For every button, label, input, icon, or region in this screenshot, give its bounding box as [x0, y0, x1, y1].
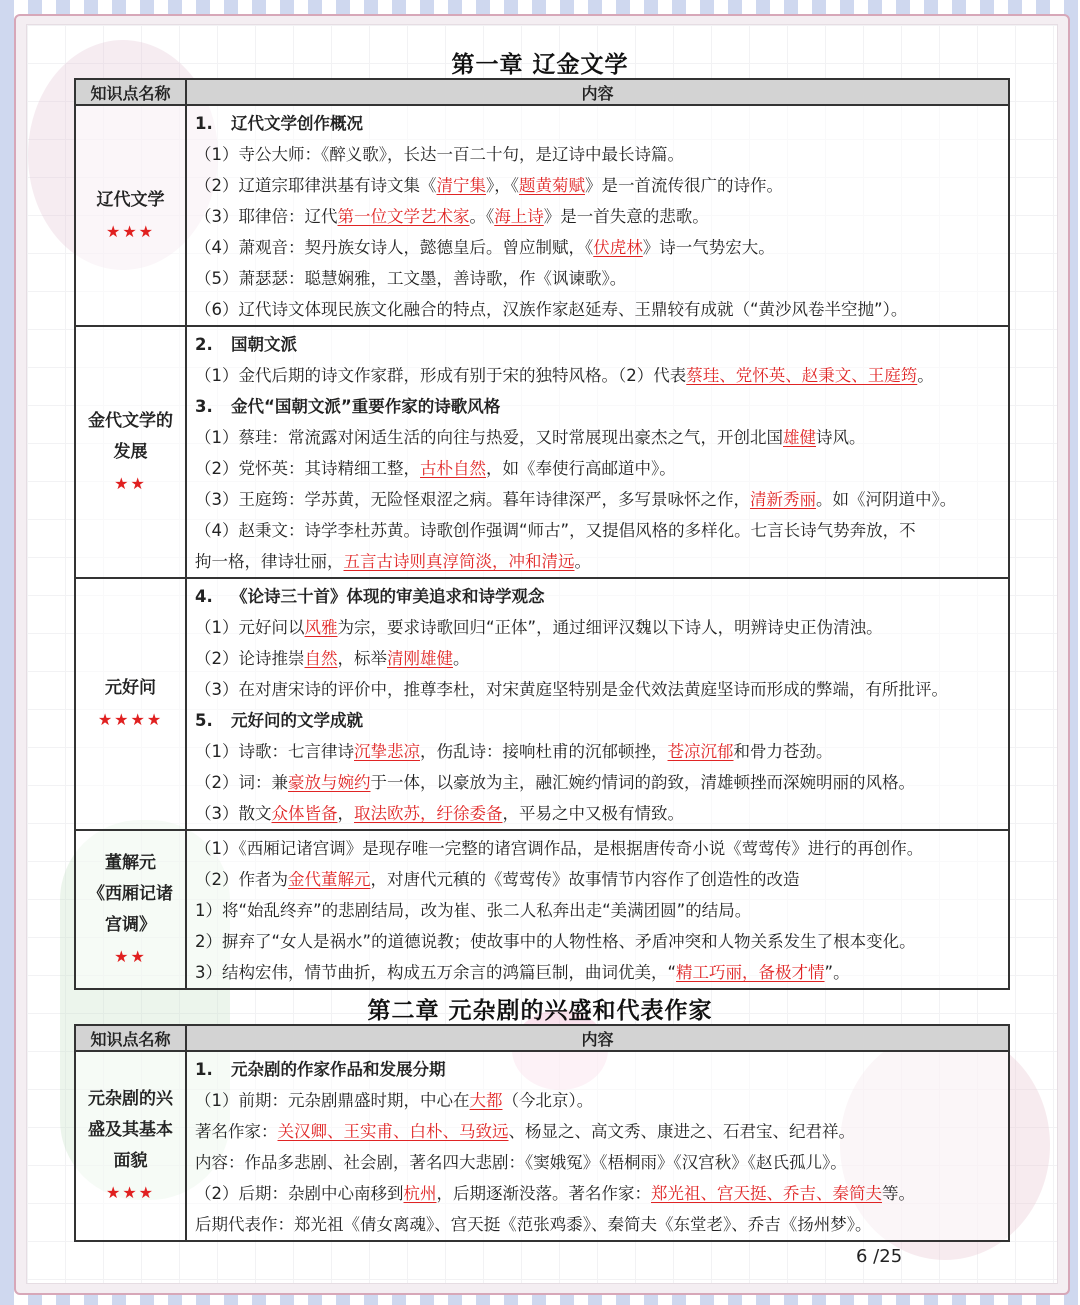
- knowledge-point-name: 盛及其基本: [88, 1120, 173, 1140]
- highlight-term: 五言古诗则真淳简淡，冲和清远: [343, 552, 575, 571]
- content-lines: [187, 327, 1008, 577]
- text-segment: ，标举: [337, 649, 387, 668]
- text-segment: ，如《奉使行高邮道中》。: [486, 459, 676, 478]
- highlight-term: 风雅: [304, 618, 338, 637]
- highlight-term: 苍凉沉郁: [667, 742, 734, 761]
- text-segment: （1）《西厢记诸宫调》是现存唯一完整的诸宫调作品，是根据唐传奇小说《莺莺传》进行的再创作。: [195, 839, 924, 858]
- text-segment: 元好问的文学成就: [231, 711, 363, 730]
- table-row: [75, 105, 1009, 326]
- chapter-2-title: 第二章 元杂剧的兴盛和代表作家: [367, 998, 713, 1024]
- text-segment: 拘一格，律诗壮丽，: [195, 552, 344, 571]
- highlight-term: 题黄菊赋: [519, 176, 585, 195]
- knowledge-point-name: 发展: [113, 441, 148, 462]
- content-line: [195, 484, 1002, 515]
- highlight-term: 第一位文学艺术家: [337, 207, 470, 226]
- content-line: [195, 232, 1002, 263]
- content-lines: [187, 579, 1008, 829]
- table-row: [75, 1051, 1009, 1241]
- content-line: [195, 767, 1002, 798]
- section-heading: [195, 108, 1002, 139]
- importance-stars: ★★: [114, 946, 147, 966]
- content-lines: [187, 1052, 1008, 1240]
- highlight-term: 海上诗: [494, 207, 544, 226]
- text-segment: 诗风。: [816, 428, 866, 447]
- text-segment: 国朝文派: [231, 335, 297, 354]
- text-segment: （1）蔡珪：常流露对闲适生活的向往与热爱，又时常展现出豪杰之气，开创北国: [195, 428, 783, 447]
- section-heading: [195, 391, 1002, 422]
- content-line: [195, 515, 1002, 546]
- content-line: [195, 926, 1002, 957]
- content-line: [195, 1209, 1002, 1240]
- content-line: [195, 864, 1002, 895]
- content-line: [195, 453, 1002, 484]
- text-segment: （6）辽代诗文体现民族文化融合的特点，汉族作家赵延寿、王鼎较有成就（“黄沙风卷半空抛”）。: [195, 300, 908, 319]
- knowledge-point-name: 面貌: [113, 1151, 148, 1171]
- content-cell: [186, 830, 1009, 989]
- text-segment: （3）散文: [195, 804, 272, 823]
- highlight-term: 取法欧苏，纡徐委备: [354, 804, 503, 823]
- knowledge-point-name: 元好问: [105, 678, 156, 698]
- text-segment: 2）摒弃了“女人是祸水”的道德说教；使故事中的人物性格、矛盾冲突和人物关系发生了根本变化。: [195, 932, 916, 951]
- text-segment: 。: [453, 649, 470, 668]
- text-segment: 后期代表作：郑光祖《倩女离魂》、宫天挺《范张鸡黍》、秦简夫《东堂老》、乔吉《扬州梦》。: [195, 1215, 872, 1234]
- content-line: [195, 1147, 1002, 1178]
- section-number: 3.: [195, 397, 213, 416]
- content-line: [195, 798, 1002, 829]
- text-segment: 。《: [469, 207, 495, 226]
- text-segment: 和骨力苍劲。: [733, 742, 833, 761]
- text-segment: 金代“国朝文派”重要作家的诗歌风格: [231, 397, 501, 416]
- content-line: [195, 546, 1002, 577]
- highlight-term: 金代董解元: [288, 870, 371, 889]
- column-header-name: 知识点名称: [75, 79, 186, 105]
- section-heading: [195, 581, 1002, 612]
- text-segment: 1）将“始乱终弃”的悲剧结局，改为崔、张二人私奔出走“美满团圆”的结局。: [195, 901, 752, 920]
- knowledge-point-cell: [75, 1051, 186, 1241]
- highlight-term: 蔡珪、党怀英、赵秉文、王庭筠: [686, 366, 918, 385]
- content-line: [195, 139, 1002, 170]
- highlight-term: 大都: [469, 1091, 503, 1110]
- content-cell: [186, 105, 1009, 326]
- content-line: [195, 170, 1002, 201]
- text-segment: （4）萧观音：契丹族女诗人，懿德皇后。曾应制赋，《: [195, 238, 594, 257]
- importance-stars: ★★: [114, 473, 147, 493]
- content-cell: [186, 326, 1009, 578]
- text-segment: ，伤乱诗：接响杜甫的沉郁顿挫，: [420, 742, 668, 761]
- text-segment: ，后期逐渐没落。著名作家：: [436, 1184, 651, 1203]
- section-number: 2.: [195, 335, 213, 354]
- content-line: [195, 1085, 1002, 1116]
- table-row: [75, 326, 1009, 578]
- knowledge-point-name: 董解元: [105, 852, 156, 873]
- text-segment: ，对唐代元稹的《莺莺传》故事情节内容作了创造性的改造: [370, 870, 800, 889]
- text-segment: 为宗，要求诗歌回归“正体”，通过细评汉魏以下诗人，明辨诗史正伪清浊。: [337, 618, 883, 637]
- text-segment: （3）王庭筠：学苏黄，无险怪艰涩之病。暮年诗律深严，多写景咏怀之作，: [195, 490, 750, 509]
- chapter-2-table: [74, 1024, 1010, 1242]
- highlight-term: 杭州: [403, 1184, 437, 1203]
- text-segment: 》，《: [486, 176, 519, 195]
- content-line: [195, 612, 1002, 643]
- knowledge-point-cell: [75, 578, 186, 830]
- text-segment: （1）寺公大师：《醉义歌》，长达一百二十句，是辽诗中最长诗篇。: [195, 145, 684, 164]
- text-segment: 。: [917, 366, 934, 385]
- highlight-term: 众体皆备: [271, 804, 338, 823]
- content-cell: [186, 578, 1009, 830]
- content-line: [195, 833, 1002, 864]
- content-line: [195, 201, 1002, 232]
- content-line: [195, 422, 1002, 453]
- content-line: [195, 736, 1002, 767]
- text-segment: 辽代文学创作概况: [231, 114, 363, 133]
- text-segment: （今北京）。: [502, 1091, 594, 1110]
- text-segment: （1）诗歌：七言律诗: [195, 742, 354, 761]
- text-segment: （1）前期：元杂剧鼎盛时期，中心在: [195, 1091, 470, 1110]
- table-row: [75, 578, 1009, 830]
- text-segment: （2）党怀英：其诗精细工整，: [195, 459, 420, 478]
- knowledge-point-name: 元杂剧的兴: [88, 1089, 173, 1109]
- text-segment: （5）萧瑟瑟：聪慧娴雅，工文墨，善诗歌，作《讽谏歌》。: [195, 269, 627, 288]
- highlight-term: 伏虎林: [593, 238, 643, 257]
- content-line: [195, 895, 1002, 926]
- text-segment: 》是一首失意的悲歌。: [543, 207, 709, 226]
- chapter-1-title: 第一章 辽金文学: [451, 52, 629, 78]
- content-line: [195, 263, 1002, 294]
- text-segment: ，: [337, 804, 354, 823]
- text-segment: （4）赵秉文：诗学李杜苏黄。诗歌创作强调“师古”，又提倡风格的多样化。七言长诗气势奔放，不: [195, 521, 916, 540]
- column-header-name: 知识点名称: [75, 1025, 186, 1051]
- text-segment: 。: [574, 552, 591, 571]
- section-number: 4.: [195, 587, 213, 606]
- highlight-term: 雄健: [783, 428, 816, 447]
- knowledge-point-name: 辽代文学: [96, 189, 165, 210]
- text-segment: （2）后期：杂剧中心南移到: [195, 1184, 404, 1203]
- highlight-term: 沉挚悲凉: [354, 742, 420, 761]
- content-line: [195, 360, 1002, 391]
- text-segment: 》是一首流传很广的诗作。: [585, 176, 783, 195]
- column-header-content: 内容: [186, 1025, 1009, 1051]
- content-line: [195, 1178, 1002, 1209]
- text-segment: 3）结构宏伟，情节曲折，构成五万余言的鸿篇巨制，曲词优美，“: [195, 963, 677, 982]
- content-line: [195, 957, 1002, 988]
- text-segment: （3）耶律倍：辽代: [195, 207, 338, 226]
- section-heading: [195, 705, 1002, 736]
- section-number: 5.: [195, 711, 213, 730]
- knowledge-point-cell: [75, 830, 186, 989]
- text-segment: 著名作家：: [195, 1122, 278, 1141]
- text-segment: 。如《河阴道中》。: [816, 490, 957, 509]
- text-segment: （1）金代后期的诗文作家群，形成有别于宋的独特风格。（2）代表: [195, 366, 687, 385]
- content-cell: [186, 1051, 1009, 1241]
- page-number: 6 /25: [856, 1246, 903, 1267]
- highlight-term: 清宁集: [436, 176, 486, 195]
- highlight-term: 清刚雄健: [387, 649, 453, 668]
- text-segment: 元杂剧的作家作品和发展分期: [231, 1060, 446, 1079]
- knowledge-point-cell: [75, 326, 186, 578]
- text-segment: （2）作者为: [195, 870, 288, 889]
- importance-stars: ★★★: [105, 1183, 156, 1202]
- highlight-term: 自然: [304, 649, 338, 668]
- section-number: 1.: [195, 114, 213, 133]
- text-segment: 等。: [882, 1184, 915, 1203]
- text-segment: 于一体，以豪放为主，融汇婉约情词的韵致，清雄顿挫而深婉明丽的风格。: [370, 773, 915, 792]
- knowledge-point-name: 金代文学的: [88, 410, 173, 431]
- text-segment: 《论诗三十首》体现的审美追求和诗学观念: [231, 587, 545, 606]
- highlight-term: 郑光祖、宫天挺、乔吉、秦简夫: [651, 1184, 882, 1203]
- text-segment: 、杨显之、高文秀、康进之、石君宝、纪君祥。: [508, 1122, 855, 1141]
- highlight-term: 豪放与婉约: [288, 773, 371, 792]
- text-segment: （2）词：兼: [195, 773, 288, 792]
- text-segment: ”。: [824, 963, 850, 982]
- highlight-term: 古朴自然: [420, 459, 486, 478]
- content-line: [195, 674, 1002, 705]
- text-segment: （1）元好问以: [195, 618, 305, 637]
- chapter-1-table: [74, 78, 1010, 990]
- text-segment: 内容：作品多悲剧、社会剧，著名四大悲剧：《窦娥冤》《梧桐雨》《汉宫秋》《赵氏孤儿》。: [195, 1153, 847, 1172]
- text-segment: （2）辽道宗耶律洪基有诗文集《: [195, 176, 437, 195]
- highlight-term: 精工巧丽，备极才情: [676, 963, 825, 982]
- section-heading: [195, 329, 1002, 360]
- text-segment: （2）论诗推崇: [195, 649, 305, 668]
- content-line: [195, 294, 1002, 325]
- text-segment: ，平易之中又极有情致。: [502, 804, 684, 823]
- content-lines: [187, 106, 1008, 325]
- text-segment: 》诗一气势宏大。: [642, 238, 775, 257]
- table-row: [75, 830, 1009, 989]
- section-heading: [195, 1054, 1002, 1085]
- knowledge-point-name: 宫调》: [105, 914, 156, 935]
- knowledge-point-name: 《西厢记诸: [88, 883, 173, 904]
- highlight-term: 关汉卿、王实甫、白朴、马致远: [277, 1122, 509, 1141]
- content-lines: [187, 831, 1008, 988]
- column-header-content: 内容: [186, 79, 1009, 105]
- importance-stars: ★★★★: [97, 710, 164, 729]
- section-number: 1.: [195, 1060, 213, 1079]
- knowledge-point-cell: [75, 105, 186, 326]
- content-line: [195, 643, 1002, 674]
- highlight-term: 清新秀丽: [750, 490, 816, 509]
- text-segment: （3）在对唐宋诗的评价中，推尊李杜，对宋黄庭坚特别是金代效法黄庭坚诗而形成的弊端，有所批评。: [195, 680, 948, 699]
- content-line: [195, 1116, 1002, 1147]
- importance-stars: ★★★: [105, 221, 156, 241]
